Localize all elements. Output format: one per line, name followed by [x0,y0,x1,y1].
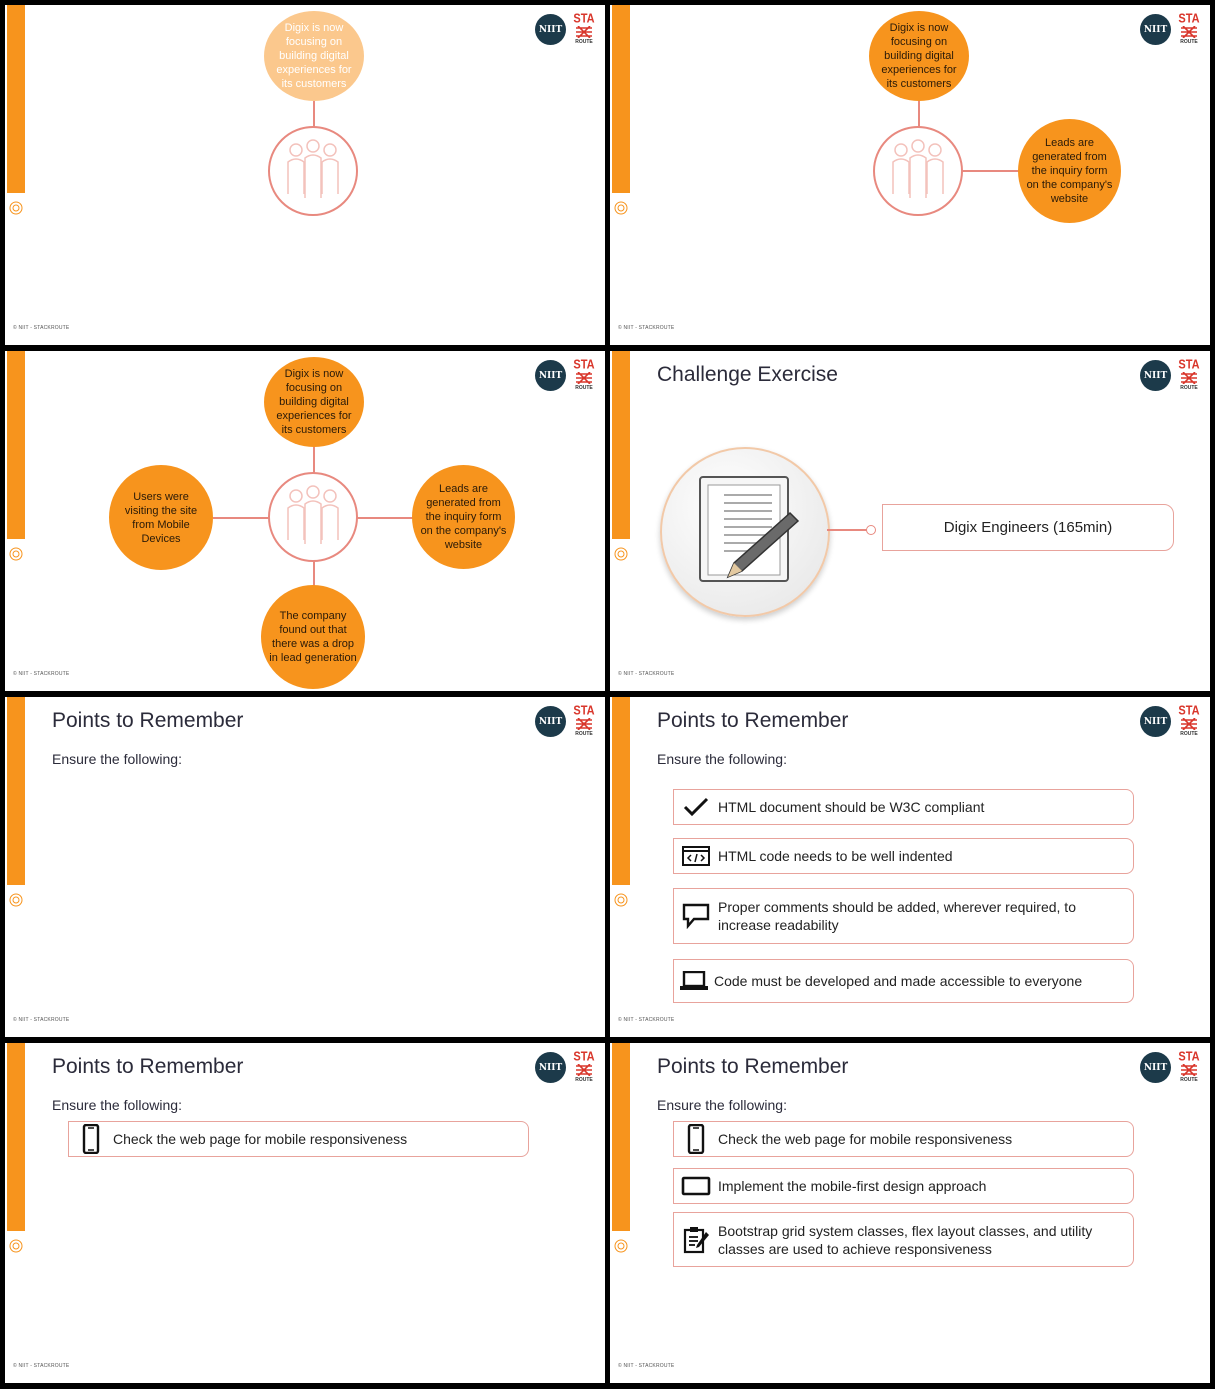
point-item [673,1212,1134,1267]
clipboard-edit-icon [674,1226,718,1254]
accent-bar [7,1043,25,1231]
laptop-icon [674,971,714,991]
copyright-footer: © NIIT - STACKROUTE [618,1017,675,1023]
target-ring-icon [9,1239,23,1253]
comment-bubble-icon [674,903,718,929]
checkmark-icon [674,797,718,817]
connector-line [313,559,315,587]
copyright-footer: © NIIT - STACKROUTE [618,1363,675,1369]
slide-7 [5,1043,605,1383]
point-text: Proper comments should be added, wherever required, to increase readability [718,899,1076,933]
target-ring-icon [9,201,23,215]
stackroute-logo: STA ROUTE [573,1049,595,1083]
slide-title: Points to Remember [52,1055,244,1078]
point-text: Check the web page for mobile responsiveness [113,1131,408,1147]
diagram-left-node: Users were visiting the site from Mobile Devices [109,465,213,570]
slide-5 [5,697,605,1037]
connector-line [918,101,920,127]
niit-logo: NIIT [535,360,566,391]
accent-bar [612,5,630,193]
people-group-icon [268,472,358,562]
target-ring-icon [614,201,628,215]
slide-title: Points to Remember [657,1055,849,1078]
niit-logo: NIIT [535,1052,566,1083]
slide-6 [610,697,1210,1037]
point-item [673,789,1134,825]
point-item [673,888,1134,944]
niit-logo: NIIT [1140,1052,1171,1083]
slide-8 [610,1043,1210,1383]
slide-title: Points to Remember [657,709,849,732]
stackroute-logo: STA ROUTE [1178,11,1200,45]
diagram-top-node: Digix is now focusing on building digital experiences for its customers [264,11,364,101]
stackroute-logo: STA ROUTE [573,11,595,45]
diagram-right-node: Leads are generated from the inquiry form on the company's website [412,465,515,569]
copyright-footer: © NIIT - STACKROUTE [13,671,70,677]
niit-logo: NIIT [1140,360,1171,391]
point-text: HTML document should be W3C compliant [718,799,985,815]
stackroute-logo: STA ROUTE [573,703,595,737]
slide-subtitle: Ensure the following: [657,751,787,767]
slide-subtitle: Ensure the following: [52,751,182,767]
copyright-footer: © NIIT - STACKROUTE [13,1017,70,1023]
slide-2 [610,5,1210,345]
diagram-top-node: Digix is now focusing on building digital experiences for its customers [264,357,364,447]
copyright-footer: © NIIT - STACKROUTE [13,325,70,331]
connector-line [960,170,1020,172]
copyright-footer: © NIIT - STACKROUTE [618,325,675,331]
slide-4 [610,351,1210,691]
slide-subtitle: Ensure the following: [52,1097,182,1113]
niit-logo: NIIT [1140,706,1171,737]
point-item [673,1168,1134,1204]
point-text: Implement the mobile-first design approach [718,1178,987,1194]
point-item [673,1121,1134,1157]
connector-line [213,517,269,519]
accent-bar [612,1043,630,1231]
point-item [68,1121,529,1157]
target-ring-icon [614,1239,628,1253]
code-window-icon [674,846,718,866]
accent-bar [7,697,25,885]
copyright-footer: © NIIT - STACKROUTE [618,671,675,677]
tablet-icon [674,1176,718,1196]
diagram-bottom-node: The company found out that there was a drop in lead generation [261,585,365,689]
connector-line [313,101,315,127]
point-item [673,838,1134,874]
slide-3 [5,351,605,691]
people-group-icon [873,126,963,216]
document-pencil-icon [660,447,830,617]
target-ring-icon [9,547,23,561]
stackroute-logo: STA ROUTE [573,357,595,391]
mobile-phone-icon [674,1124,718,1154]
stackroute-logo: STA ROUTE [1178,357,1200,391]
challenge-task-box [882,504,1174,551]
people-group-icon [268,126,358,216]
stackroute-logo: STA ROUTE [1178,703,1200,737]
target-ring-icon [614,893,628,907]
niit-logo: NIIT [1140,14,1171,45]
copyright-footer: © NIIT - STACKROUTE [13,1363,70,1369]
stackroute-logo: STA ROUTE [1178,1049,1200,1083]
connector-line [355,517,415,519]
point-text: Bootstrap grid system classes, flex layout classes, and utility classes are used to achieve responsiveness [718,1222,1093,1257]
connector-line [827,529,869,531]
niit-logo: NIIT [535,14,566,45]
diagram-right-node: Leads are generated from the inquiry form on the company's website [1018,119,1121,223]
mobile-phone-icon [69,1124,113,1154]
challenge-task-label: Digix Engineers (165min) [943,519,1113,536]
point-item [673,959,1134,1003]
point-text: HTML code needs to be well indented [718,848,953,864]
accent-bar [612,697,630,885]
target-ring-icon [9,893,23,907]
point-text: Code must be developed and made accessible to everyone [714,973,1083,989]
slide-subtitle: Ensure the following: [657,1097,787,1113]
slide-1 [5,5,605,345]
connector-line [313,447,315,473]
accent-bar [7,351,25,539]
slide-title: Challenge Exercise [657,363,838,386]
diagram-top-node: Digix is now focusing on building digital experiences for its customers [869,11,969,101]
point-text: Check the web page for mobile responsiveness [718,1131,1013,1147]
accent-bar [7,5,25,193]
accent-bar [612,351,630,539]
target-ring-icon [614,547,628,561]
connector-dot [866,525,876,535]
niit-logo: NIIT [535,706,566,737]
slide-title: Points to Remember [52,709,244,732]
